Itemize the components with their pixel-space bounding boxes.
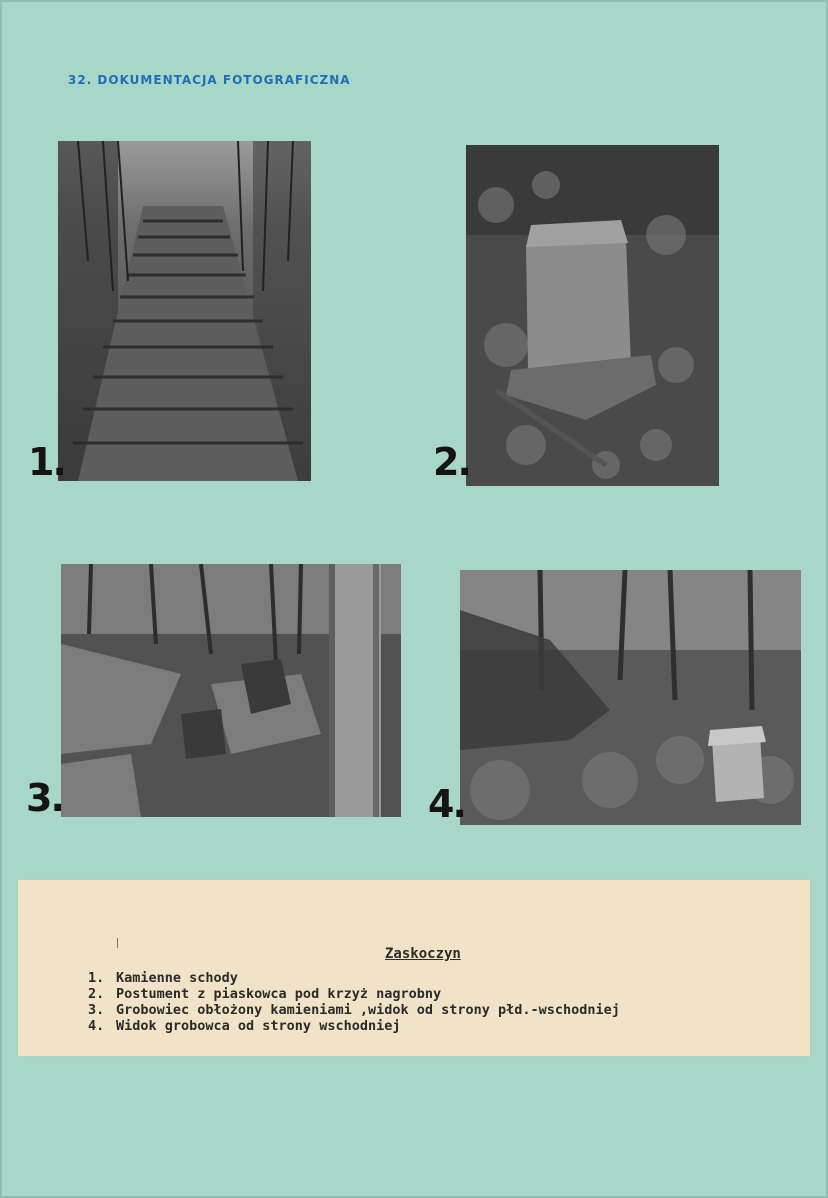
photo-3-number: 3. xyxy=(26,776,63,820)
caption-item-2: 2. Postument z piaskowca pod krzyż nagrobny xyxy=(88,986,442,1002)
photo-2-pedestal xyxy=(466,145,719,486)
caption-item-3: 3. Grobowiec obłożony kamieniami ,widok od strony płd.-wschodniej xyxy=(88,1002,620,1018)
photo-1-stairs xyxy=(58,141,311,481)
caption-title: Zaskoczyn xyxy=(385,946,461,962)
page-header: 32. DOKUMENTACJA FOTOGRAFICZNA xyxy=(68,73,351,87)
photo-2-number: 2. xyxy=(433,440,470,484)
photo-3-image xyxy=(61,564,401,817)
caption-item-4: 4. Widok grobowca od strony wschodniej xyxy=(88,1018,401,1034)
photo-2-image xyxy=(466,145,719,486)
photo-1-image xyxy=(58,141,311,481)
photo-4-image xyxy=(460,570,801,825)
caption-card xyxy=(18,880,810,1056)
caption-item-1: 1. Kamienne schody xyxy=(88,970,238,986)
photo-4-tomb-east xyxy=(460,570,801,825)
pencil-mark xyxy=(117,938,118,948)
photo-3-tomb-stones xyxy=(61,564,401,817)
photo-4-number: 4. xyxy=(428,782,465,826)
caption-list xyxy=(88,970,620,1034)
photo-1-number: 1. xyxy=(28,440,65,484)
